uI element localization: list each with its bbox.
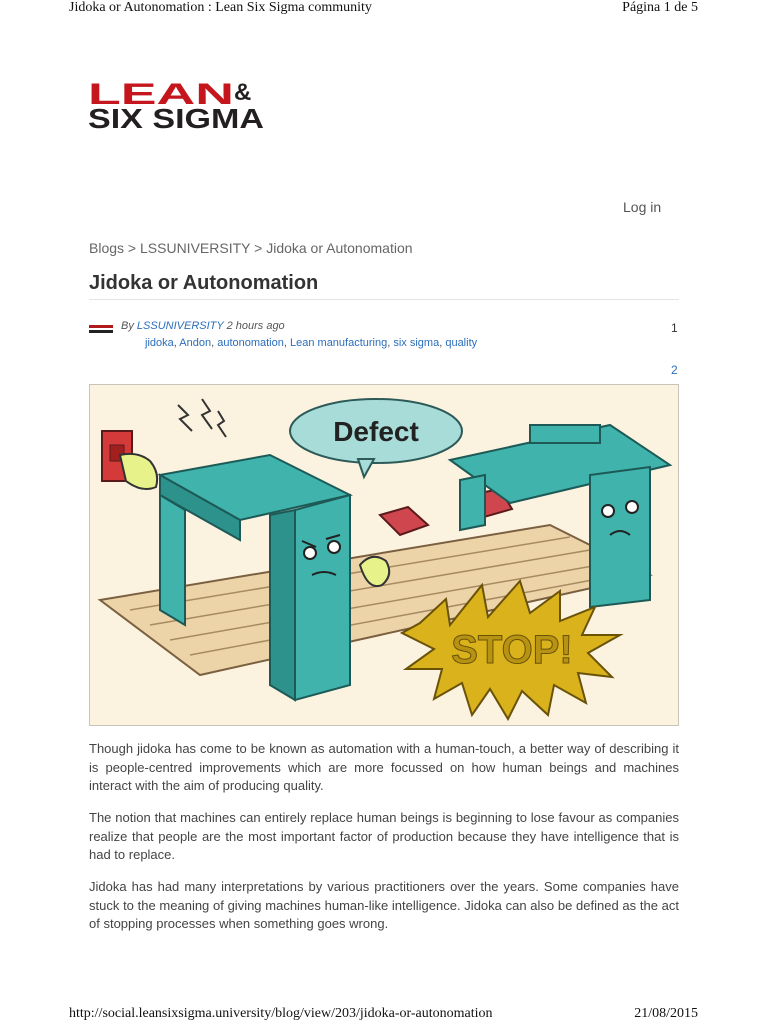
hand-pressing-icon (120, 454, 157, 489)
page-title: Jidoka or Autonomation (89, 272, 319, 294)
alert-bolt-icon (178, 405, 192, 431)
speech-bubble-text: Defect (333, 416, 419, 447)
tag-link[interactable]: autonomation (217, 337, 284, 349)
jidoka-illustration (89, 384, 679, 726)
title-divider (89, 299, 679, 300)
alert-bolt-icon (202, 399, 212, 429)
print-footer (69, 1006, 698, 1024)
logo-ampersand: & (234, 79, 252, 106)
print-header-title: Jidoka or Autonomation : Lean Six Sigma community (69, 0, 372, 15)
tag-link[interactable]: quality (445, 337, 478, 349)
login-link[interactable]: Log in (623, 199, 662, 215)
avatar-logo-bar (89, 330, 113, 333)
tag-link[interactable]: Andon (179, 337, 212, 349)
post-tags: jidoka, Andon, autonomation, Lean manufacturing, six sigma, quality (145, 337, 478, 349)
defective-box (380, 507, 428, 535)
print-header-page: Página 1 de 5 (622, 0, 698, 15)
breadcrumb-separator: > (127, 240, 137, 256)
print-footer-url: http://social.leansixsigma.university/blog/view/203/jidoka-or-autonomation (69, 1006, 493, 1021)
stop-burst-text: STOP! (451, 628, 573, 672)
like-count: 1 (671, 321, 678, 335)
comment-count-link[interactable]: 2 (671, 363, 678, 377)
body-paragraph: Jidoka has had many interpretations by various practitioners over the years. Some companies have stuck to the meaning of giving machines human-like intelligence. Jidoka can also be defined as the act of stopping processes when something goes wrong. (89, 879, 679, 931)
left-machine-leg (160, 495, 185, 625)
breadcrumb-lssuniversity[interactable]: LSSUNIVERSITY (140, 240, 251, 256)
author-avatar[interactable] (89, 323, 113, 337)
avatar-logo-bar (89, 325, 113, 328)
site-logo[interactable] (88, 78, 266, 134)
breadcrumb-blogs[interactable]: Blogs (89, 240, 125, 256)
left-machine-leg (295, 495, 350, 700)
tag-link[interactable]: jidoka (145, 337, 174, 349)
post-byline (121, 320, 285, 332)
tag-link[interactable]: Lean manufacturing (290, 337, 388, 349)
breadcrumb-current[interactable]: Jidoka or Autonomation (266, 240, 413, 256)
byline-by: By (121, 320, 134, 332)
breadcrumb-separator: > (254, 240, 263, 256)
logo-word-six-sigma: SIX SIGMA (88, 103, 264, 134)
author-link[interactable]: LSSUNIVERSITY (136, 320, 224, 332)
alert-bolt-icon (218, 411, 226, 437)
body-paragraph: Though jidoka has come to be known as automation with a human-touch, a better way of describing it is people-centred improvements which are more focussed on how human beings and machines interact with the aim of producing quality. (89, 741, 679, 793)
right-machine-leg (590, 467, 650, 607)
print-footer-date: 21/08/2015 (634, 1006, 698, 1021)
jidoka-cartoon (90, 385, 678, 725)
post-time: 2 hours ago (226, 320, 285, 332)
logo-word-lean: LEAN (88, 78, 234, 111)
print-header (69, 0, 698, 18)
tag-link[interactable]: six sigma (393, 337, 440, 349)
lean-six-sigma-logo (88, 78, 266, 134)
body-paragraph: The notion that machines can entirely replace human beings is beginning to lose favour as companies realize that people are the most important factor of production because they have intelligence that is had to replace. (89, 810, 679, 862)
breadcrumb (89, 240, 413, 256)
